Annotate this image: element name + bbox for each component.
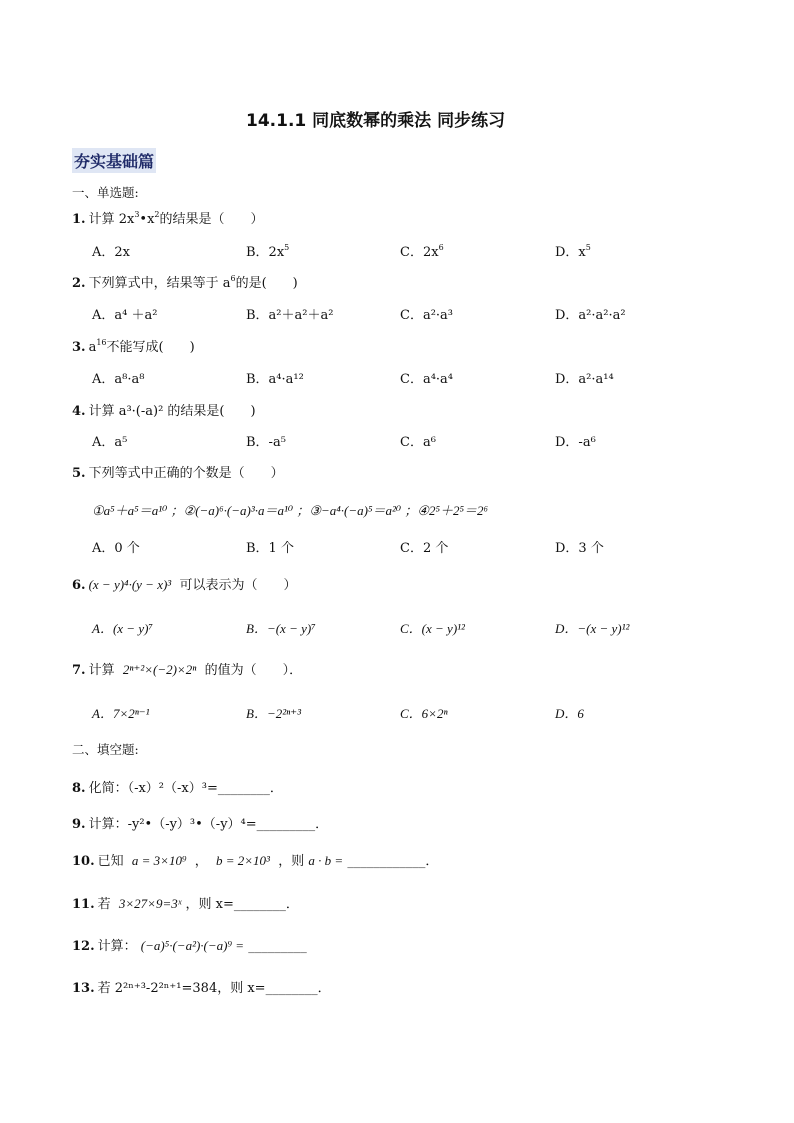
page-title: 14.1.1 同底数幂的乘法 同步练习	[246, 111, 506, 131]
question-formula: b = 2×10³	[216, 853, 270, 868]
option-d[interactable]: D．3 个	[555, 541, 604, 556]
question-number: 6.	[72, 578, 86, 593]
option-c[interactable]: C．$2x^6$	[400, 243, 444, 260]
question-number: 11.	[72, 897, 95, 912]
option-d[interactable]: D．$x^5$	[555, 243, 591, 260]
question-7	[72, 659, 302, 678]
section-heading: 夯实基础篇	[72, 148, 156, 173]
exponent: 2	[154, 210, 160, 219]
exponent: 16	[96, 338, 107, 347]
question-number: 5.	[72, 466, 86, 481]
question-12	[72, 935, 307, 954]
question-formula: (x − y)⁴·(y − x)³	[88, 577, 172, 592]
option-c[interactable]: C．(x − y)¹²	[400, 621, 465, 636]
question-text: 若	[97, 897, 111, 912]
question-10: 10. 已知 a = 3×10⁹ ， b = 2×10³ ，则 a · b = ____________．	[72, 853, 439, 869]
question-text: 化简：（-x）²（-x）³=________．	[88, 781, 283, 796]
question-formula: a · b =	[308, 853, 344, 868]
option-b[interactable]: B．a²＋a²＋a²	[246, 308, 334, 323]
question-13	[72, 977, 331, 996]
question-number: 4.	[72, 404, 86, 419]
question-1	[72, 208, 264, 227]
option-a[interactable]: A．2x	[92, 245, 130, 260]
option-b[interactable]: B．$2x^5$	[246, 243, 290, 260]
option-a[interactable]: A．a⁸·a⁸	[92, 372, 145, 387]
question-number: 10.	[72, 854, 95, 869]
option-b[interactable]: B．-a⁵	[246, 435, 286, 450]
question-6	[72, 574, 296, 593]
question-5-formula: ①a⁵＋a⁵＝a¹⁰ ；②(−a)⁶·(−a)³·a＝a¹⁰ ；③−a⁴·(−a)⁵＝a²⁰ ；④2⁵＋2⁵＝2⁶	[92, 503, 489, 518]
question-text: 的结果是（ ）	[159, 212, 264, 227]
option-b[interactable]: B．1 个	[246, 541, 294, 556]
option-a[interactable]: A．(x − y)⁷	[92, 621, 153, 636]
question-text: ，则	[278, 854, 305, 869]
question-text: a	[88, 340, 97, 355]
question-text: 下列算式中，结果等于 a	[88, 276, 231, 291]
question-number: 13.	[72, 981, 95, 996]
option-d[interactable]: D．-a⁶	[555, 435, 596, 450]
option-c[interactable]: C．a²·a³	[400, 308, 454, 323]
question-formula: 2ⁿ⁺²×(−2)×2ⁿ	[122, 662, 197, 677]
option-b[interactable]: B．−(x − y)⁷	[246, 621, 316, 636]
question-text: 计算 2x	[88, 212, 135, 227]
question-number: 1.	[72, 212, 86, 227]
question-text: 下列等式中正确的个数是（ ）	[88, 466, 284, 481]
option-a[interactable]: A．a⁴ ＋a²	[92, 308, 158, 323]
question-2	[72, 272, 298, 291]
option-a[interactable]: A．0 个	[92, 541, 140, 556]
option-c[interactable]: C．a⁶	[400, 435, 436, 450]
option-a[interactable]: A．a⁵	[92, 435, 128, 450]
question-11	[72, 893, 299, 912]
question-formula: 3×27×9=3ˣ	[118, 896, 182, 911]
part-heading-choice: 一、单选题:	[72, 185, 139, 200]
question-text: 的是( )	[235, 276, 298, 291]
question-text: •x	[139, 212, 155, 227]
option-b[interactable]: B．−2²ⁿ⁺³	[246, 706, 301, 721]
question-text: 计算：	[97, 939, 137, 954]
option-d[interactable]: D．6	[555, 706, 584, 721]
question-4	[72, 400, 256, 419]
question-3	[72, 336, 195, 355]
exponent: 6	[230, 274, 236, 283]
question-text: 计算：-y²•（-y）³•（-y）⁴=_________．	[88, 817, 329, 832]
question-text: 的值为（ ）．	[204, 663, 303, 678]
answer-blank[interactable]: ____________．	[347, 854, 439, 869]
part-heading-fill: 二、填空题:	[72, 742, 139, 757]
option-d[interactable]: D．a²·a²·a²	[555, 308, 626, 323]
option-a[interactable]: A．7×2ⁿ⁻¹	[92, 706, 150, 721]
exponent: 3	[134, 210, 140, 219]
question-number: 3.	[72, 340, 86, 355]
question-text: 已知	[97, 854, 124, 869]
question-text: 可以表示为（ ）	[179, 578, 297, 593]
option-d[interactable]: D．a²·a¹⁴	[555, 372, 614, 387]
question-text: 计算 a³·(-a)² 的结果是( )	[88, 404, 256, 419]
question-8	[72, 777, 283, 796]
option-c[interactable]: C．2 个	[400, 541, 449, 556]
question-number: 12.	[72, 939, 95, 954]
option-b[interactable]: B．a⁴·a¹²	[246, 372, 304, 387]
option-d[interactable]: D．−(x − y)¹²	[555, 621, 630, 636]
question-text: 若 2²ⁿ⁺³-2²ⁿ⁺¹=384，则 x=________．	[97, 981, 331, 996]
question-number: 9.	[72, 817, 86, 832]
question-formula: (−a)⁵·(−a²)·(−a)⁹ =	[140, 938, 245, 953]
question-text: 计算	[88, 663, 115, 678]
question-number: 8.	[72, 781, 86, 796]
question-text: ，则 x=________．	[185, 897, 299, 912]
question-9	[72, 813, 328, 832]
question-text: 不能写成( )	[106, 340, 195, 355]
question-formula: a = 3×10⁹	[131, 853, 187, 868]
question-number: 2.	[72, 276, 86, 291]
option-c[interactable]: C．6×2ⁿ	[400, 706, 448, 721]
answer-blank[interactable]: _________	[248, 939, 307, 954]
question-number: 7.	[72, 663, 86, 678]
question-5	[72, 462, 284, 481]
option-c[interactable]: C．a⁴·a⁴	[400, 372, 454, 387]
